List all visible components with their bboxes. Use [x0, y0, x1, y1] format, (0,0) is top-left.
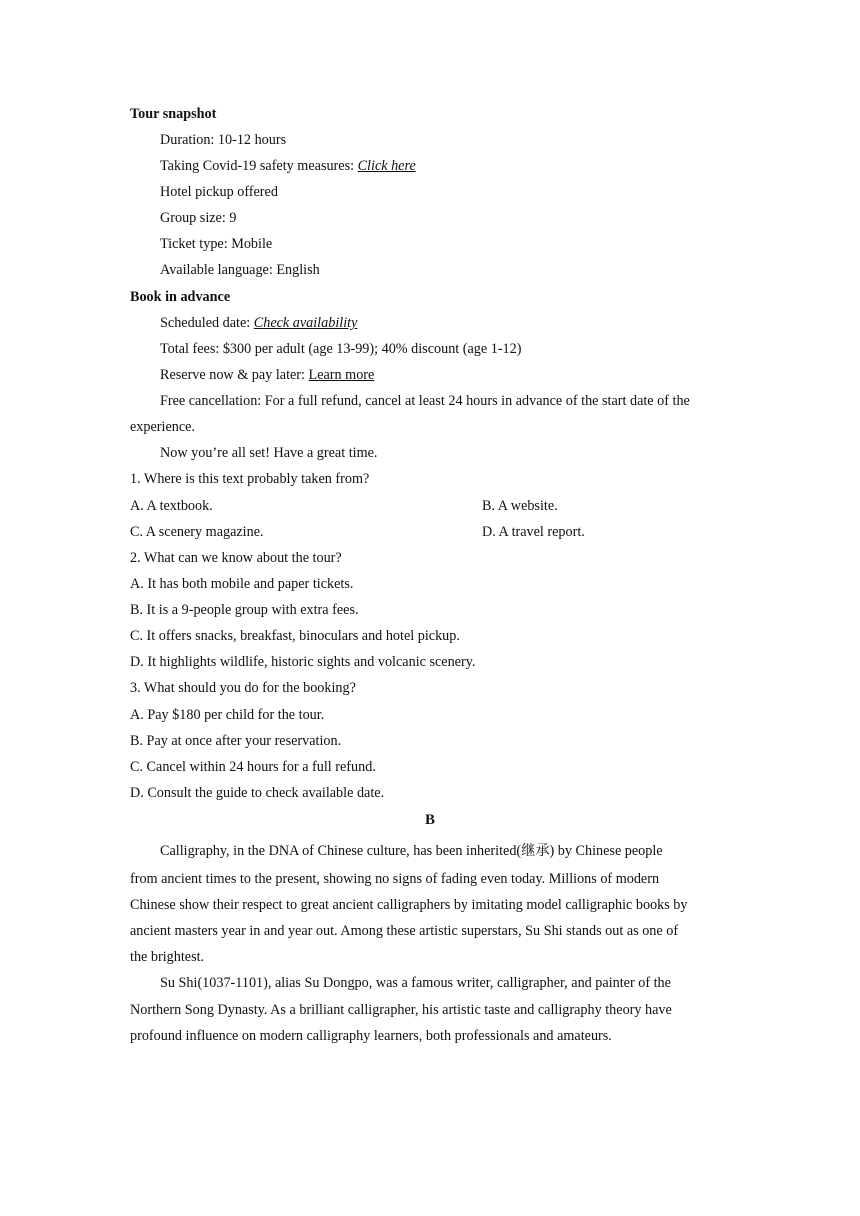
covid-line — [160, 156, 416, 176]
question-1-option-b: B. A website. — [482, 498, 558, 514]
passage-para1-line3: Chinese show their respect to great ancient calligraphers by imitating model calligraphic books by — [130, 897, 688, 913]
question-1-stem: 1. Where is this text probably taken from? — [130, 471, 370, 487]
scheduled-date-label: Scheduled date: — [160, 315, 254, 331]
question-2-option-d: D. It highlights wildlife, historic sights and volcanic scenery. — [130, 654, 476, 670]
passage-para1-line1: Calligraphy, in the DNA of Chinese culture, has been inherited(继承) by Chinese people — [160, 843, 663, 859]
passage-para2-line3: profound influence on modern calligraphy learners, both professionals and amateurs. — [130, 1028, 612, 1044]
language-text: Available language: English — [160, 262, 320, 278]
ticket-type-text: Ticket type: Mobile — [160, 236, 273, 252]
scheduled-date-line — [160, 313, 357, 333]
cancellation-text-line1: Free cancellation: For a full refund, cancel at least 24 hours in advance of the start date of the — [160, 393, 690, 409]
question-3-option-a: A. Pay $180 per child for the tour. — [130, 707, 325, 723]
pickup-text: Hotel pickup offered — [160, 184, 278, 200]
question-1-option-a: A. A textbook. — [130, 498, 213, 514]
question-1-option-c: C. A scenery magazine. — [130, 524, 264, 540]
question-2-stem: 2. What can we know about the tour? — [130, 550, 342, 566]
closing-text: Now you’re all set! Have a great time. — [160, 445, 378, 461]
cancellation-text-line2: experience. — [130, 419, 195, 435]
group-size-text: Group size: 9 — [160, 210, 237, 226]
passage-para2-line2: Northern Song Dynasty. As a brilliant calligrapher, his artistic taste and calligraphy theory have — [130, 1002, 672, 1018]
question-1-option-d: D. A travel report. — [482, 524, 585, 540]
covid-click-here-link[interactable]: Click here — [357, 158, 416, 174]
question-3-option-d: D. Consult the guide to check available date. — [130, 785, 385, 801]
passage-para1-line2: from ancient times to the present, showing no signs of fading even today. Millions of modern — [130, 871, 660, 887]
covid-label: Taking Covid-19 safety measures: — [160, 158, 358, 174]
book-in-advance-heading: Book in advance — [130, 289, 231, 305]
question-2-option-c: C. It offers snacks, breakfast, binoculars and hotel pickup. — [130, 628, 460, 644]
section-b-heading: B — [424, 812, 435, 828]
question-2-option-b: B. It is a 9-people group with extra fees. — [130, 602, 359, 618]
passage-para1-line4: ancient masters year in and year out. Among these artistic superstars, Su Shi stands out as one of — [130, 923, 679, 939]
total-fees-text: Total fees: $300 per adult (age 13-99); 40% discount (age 1-12) — [160, 341, 522, 357]
question-3-option-b: B. Pay at once after your reservation. — [130, 733, 342, 749]
reserve-label: Reserve now & pay later: — [160, 367, 309, 383]
learn-more-link[interactable]: Learn more — [308, 367, 375, 383]
question-3-option-c: C. Cancel within 24 hours for a full refund. — [130, 759, 376, 775]
duration-text: Duration: 10-12 hours — [160, 132, 287, 148]
passage-para1-line5: the brightest. — [130, 949, 205, 965]
passage-para2-line1: Su Shi(1037-1101), alias Su Dongpo, was a famous writer, calligrapher, and painter of the — [160, 975, 671, 991]
check-availability-link[interactable]: Check availability — [253, 315, 358, 331]
question-2-option-a: A. It has both mobile and paper tickets. — [130, 576, 354, 592]
question-3-stem: 3. What should you do for the booking? — [130, 680, 356, 696]
tour-snapshot-heading: Tour snapshot — [130, 106, 217, 122]
reserve-line — [160, 365, 374, 385]
